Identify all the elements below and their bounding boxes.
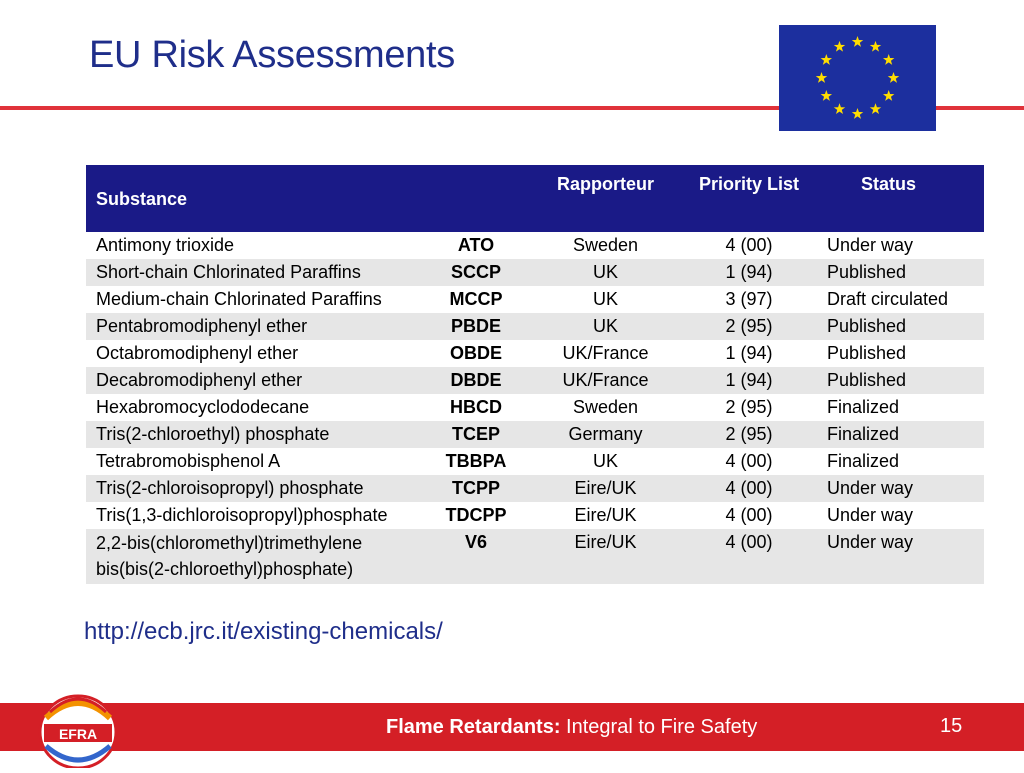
- flag-star: [821, 54, 832, 65]
- cell-priority: 2 (95): [681, 421, 817, 448]
- cell-priority: 4 (00): [681, 448, 817, 475]
- header-priority-list: Priority List: [681, 165, 817, 232]
- table-row: [86, 259, 984, 286]
- cell-priority: 4 (00): [681, 232, 817, 259]
- flag-star: [852, 108, 863, 119]
- cell-status: Finalized: [817, 448, 984, 475]
- cell-status: Finalized: [817, 394, 984, 421]
- cell-substance: Tris(2-chloroisopropyl) phosphate: [86, 475, 422, 502]
- risk-assessment-table: [86, 165, 984, 584]
- table-row: [86, 286, 984, 313]
- cell-abbreviation: TBBPA: [422, 448, 530, 475]
- table-row: [86, 421, 984, 448]
- cell-rapporteur: Germany: [530, 421, 681, 448]
- cell-rapporteur: UK: [530, 313, 681, 340]
- cell-rapporteur: UK: [530, 448, 681, 475]
- cell-substance: Tris(2-chloroethyl) phosphate: [86, 421, 422, 448]
- cell-abbreviation: PBDE: [422, 313, 530, 340]
- flag-star: [883, 54, 894, 65]
- cell-status: Under way: [817, 502, 984, 529]
- cell-status: Published: [817, 259, 984, 286]
- cell-rapporteur: Sweden: [530, 394, 681, 421]
- cell-rapporteur: Eire/UK: [530, 502, 681, 529]
- cell-status: Published: [817, 313, 984, 340]
- table-row: [86, 502, 984, 529]
- cell-substance: Pentabromodiphenyl ether: [86, 313, 422, 340]
- cell-rapporteur: UK/France: [530, 340, 681, 367]
- cell-rapporteur: UK/France: [530, 367, 681, 394]
- table-row: [86, 475, 984, 502]
- cell-priority: 2 (95): [681, 394, 817, 421]
- cell-status: Under way: [817, 232, 984, 259]
- cell-priority: 3 (97): [681, 286, 817, 313]
- flag-star: [834, 41, 845, 52]
- flag-star: [883, 90, 894, 101]
- cell-substance: Antimony trioxide: [86, 232, 422, 259]
- flag-star: [888, 72, 899, 83]
- flag-star: [852, 36, 863, 47]
- cell-abbreviation: V6: [422, 529, 530, 584]
- cell-priority: 4 (00): [681, 529, 817, 584]
- cell-rapporteur: Eire/UK: [530, 529, 681, 584]
- header-abbreviation: [422, 165, 530, 232]
- table-row: [86, 367, 984, 394]
- cell-rapporteur: UK: [530, 259, 681, 286]
- cell-rapporteur: UK: [530, 286, 681, 313]
- footer-tagline: [386, 716, 757, 739]
- source-link[interactable]: http://ecb.jrc.it/existing-chemicals/: [84, 618, 443, 645]
- flag-star: [821, 90, 832, 101]
- header-status: Status: [817, 165, 984, 232]
- cell-status: Draft circulated: [817, 286, 984, 313]
- cell-abbreviation: HBCD: [422, 394, 530, 421]
- cell-rapporteur: Sweden: [530, 232, 681, 259]
- cell-abbreviation: TDCPP: [422, 502, 530, 529]
- cell-priority: 2 (95): [681, 313, 817, 340]
- efra-logo: [36, 688, 120, 768]
- table-row: [86, 448, 984, 475]
- flag-star: [834, 103, 845, 114]
- cell-status: Under way: [817, 529, 984, 584]
- cell-abbreviation: OBDE: [422, 340, 530, 367]
- cell-substance: 2,2-bis(chloromethyl)trimethylene bis(bis(2-chloroethyl)phosphate): [86, 529, 422, 584]
- table-row: [86, 313, 984, 340]
- cell-abbreviation: SCCP: [422, 259, 530, 286]
- flag-star: [870, 103, 881, 114]
- cell-abbreviation: TCEP: [422, 421, 530, 448]
- cell-substance: Short-chain Chlorinated Paraffins: [86, 259, 422, 286]
- cell-substance: Decabromodiphenyl ether: [86, 367, 422, 394]
- page-number: 15: [940, 715, 963, 737]
- footer-tagline-rest: Integral to Fire Safety: [560, 716, 758, 738]
- cell-substance: Octabromodiphenyl ether: [86, 340, 422, 367]
- table-header-row: [86, 165, 984, 232]
- logo-text: EFRA: [58, 726, 98, 742]
- table-row: [86, 394, 984, 421]
- cell-priority: 1 (94): [681, 367, 817, 394]
- table-row: [86, 232, 984, 259]
- page-title: EU Risk Assessments: [89, 34, 455, 76]
- cell-priority: 1 (94): [681, 340, 817, 367]
- cell-abbreviation: DBDE: [422, 367, 530, 394]
- header-substance: Substance: [86, 165, 422, 232]
- cell-status: Published: [817, 340, 984, 367]
- cell-substance: Tris(1,3-dichloroisopropyl)phosphate: [86, 502, 422, 529]
- cell-abbreviation: ATO: [422, 232, 530, 259]
- flag-star: [870, 41, 881, 52]
- cell-substance: Medium-chain Chlorinated Paraffins: [86, 286, 422, 313]
- cell-substance: Hexabromocyclododecane: [86, 394, 422, 421]
- cell-priority: 4 (00): [681, 475, 817, 502]
- cell-priority: 1 (94): [681, 259, 817, 286]
- table-row: [86, 340, 984, 367]
- eu-flag-icon: [779, 25, 936, 131]
- cell-abbreviation: MCCP: [422, 286, 530, 313]
- table-row: [86, 529, 984, 584]
- cell-status: Under way: [817, 475, 984, 502]
- cell-rapporteur: Eire/UK: [530, 475, 681, 502]
- header-rapporteur: Rapporteur: [530, 165, 681, 232]
- flag-star: [816, 72, 827, 83]
- cell-status: Published: [817, 367, 984, 394]
- footer-tagline-bold: Flame Retardants:: [386, 716, 561, 738]
- cell-substance: Tetrabromobisphenol A: [86, 448, 422, 475]
- cell-status: Finalized: [817, 421, 984, 448]
- cell-abbreviation: TCPP: [422, 475, 530, 502]
- cell-priority: 4 (00): [681, 502, 817, 529]
